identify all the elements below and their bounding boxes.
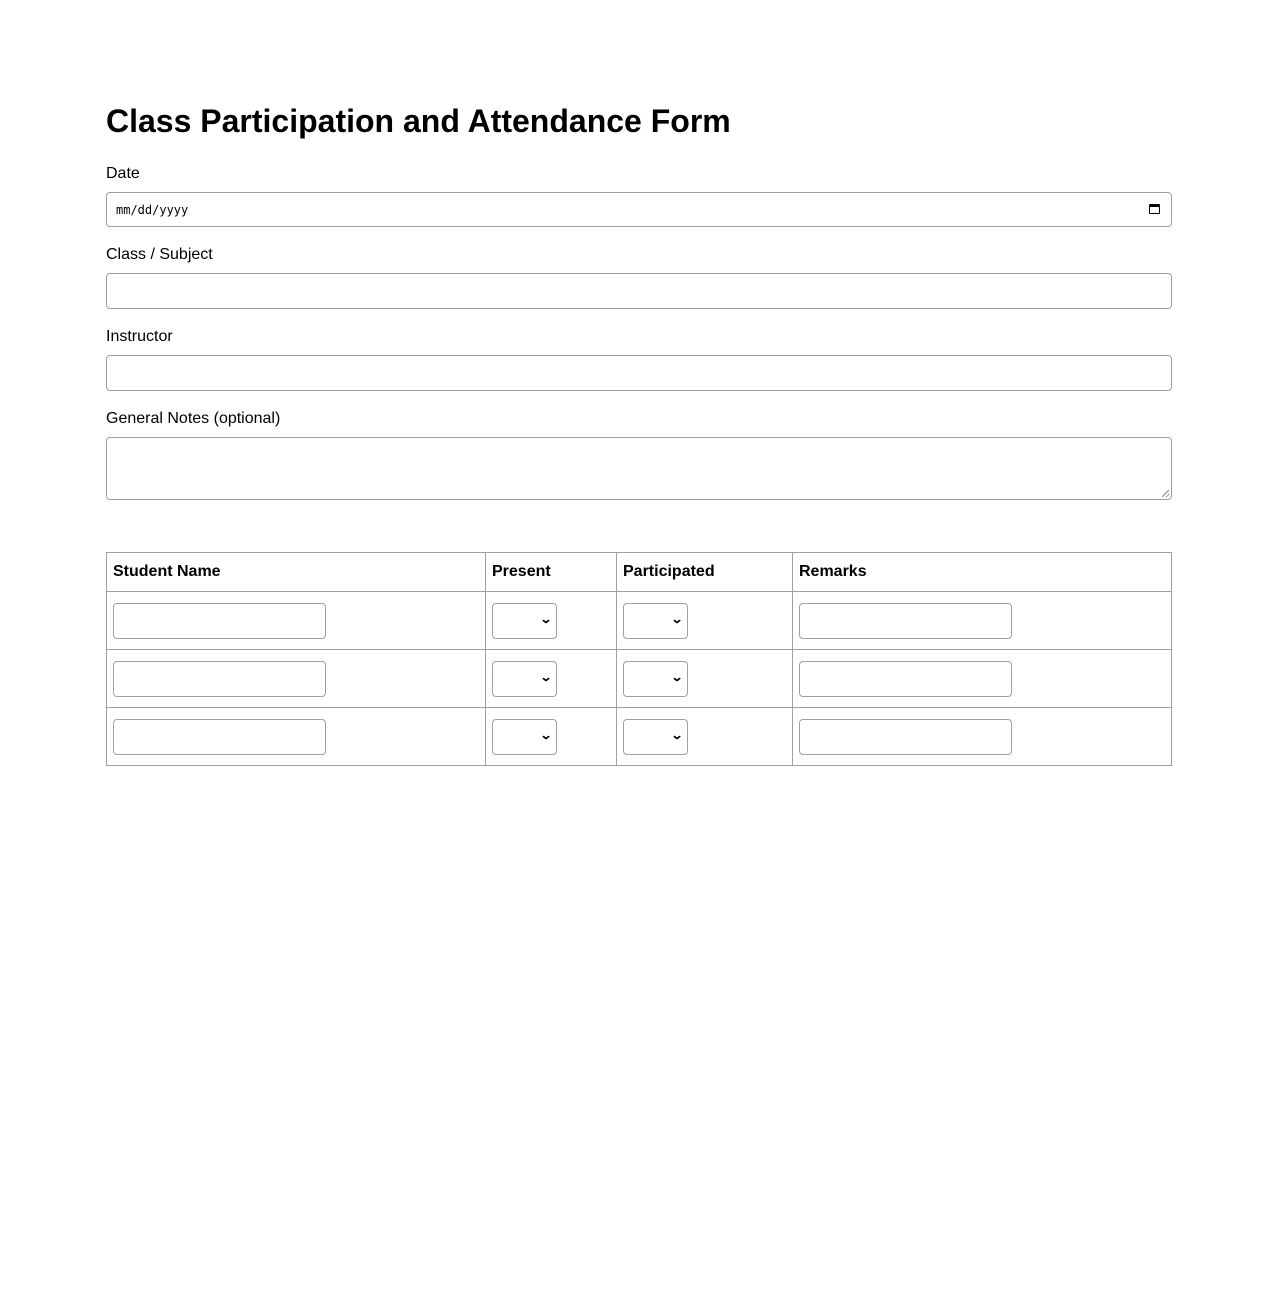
calendar-icon[interactable] bbox=[1149, 204, 1160, 214]
notes-textarea[interactable] bbox=[106, 437, 1172, 500]
header-student-name: Student Name bbox=[107, 553, 486, 592]
page-title: Class Participation and Attendance Form bbox=[106, 103, 731, 139]
notes-label: General Notes (optional) bbox=[106, 410, 281, 427]
remarks-input[interactable] bbox=[799, 719, 1012, 755]
participated-select[interactable] bbox=[623, 719, 688, 755]
class-subject-input[interactable] bbox=[106, 273, 1172, 309]
participated-select[interactable] bbox=[623, 661, 688, 697]
date-placeholder: mm/dd/yyyy bbox=[116, 203, 189, 217]
resize-handle-icon[interactable] bbox=[1162, 490, 1169, 497]
class-subject-label: Class / Subject bbox=[106, 246, 213, 263]
chevron-down-icon: ⌄ bbox=[539, 669, 553, 684]
chevron-down-icon: ⌄ bbox=[670, 669, 684, 684]
present-select[interactable] bbox=[492, 603, 557, 639]
header-present: Present bbox=[486, 553, 617, 592]
present-select[interactable] bbox=[492, 719, 557, 755]
table-row bbox=[107, 592, 1172, 650]
remarks-input[interactable] bbox=[799, 603, 1012, 639]
student-name-input[interactable] bbox=[113, 661, 326, 697]
chevron-down-icon: ⌄ bbox=[670, 727, 684, 742]
student-name-input[interactable] bbox=[113, 719, 326, 755]
student-name-input[interactable] bbox=[113, 603, 326, 639]
chevron-down-icon: ⌄ bbox=[670, 611, 684, 626]
table-row bbox=[107, 650, 1172, 708]
date-label: Date bbox=[106, 165, 140, 182]
chevron-down-icon: ⌄ bbox=[539, 727, 553, 742]
table-header-row bbox=[107, 553, 1172, 592]
instructor-input[interactable] bbox=[106, 355, 1172, 391]
header-remarks: Remarks bbox=[793, 553, 1172, 592]
students-table bbox=[106, 552, 1172, 766]
table-row bbox=[107, 708, 1172, 766]
remarks-input[interactable] bbox=[799, 661, 1012, 697]
participated-select[interactable] bbox=[623, 603, 688, 639]
date-input[interactable] bbox=[106, 192, 1172, 227]
present-select[interactable] bbox=[492, 661, 557, 697]
instructor-label: Instructor bbox=[106, 328, 173, 345]
chevron-down-icon: ⌄ bbox=[539, 611, 553, 626]
header-participated: Participated bbox=[617, 553, 793, 592]
